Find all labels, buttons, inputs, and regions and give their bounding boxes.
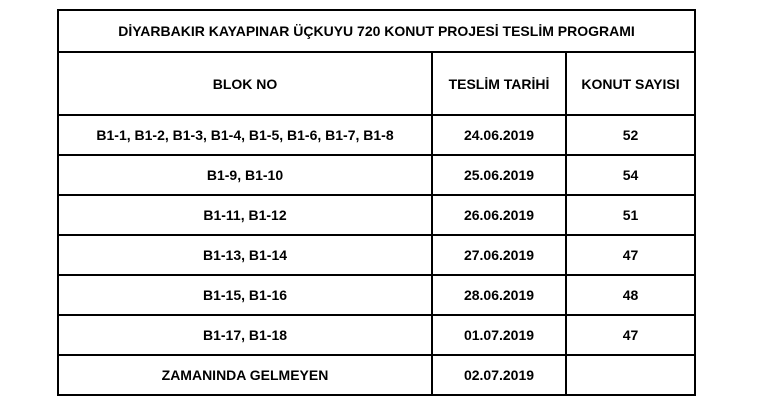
- cell-teslim-tarihi: 25.06.2019: [432, 155, 566, 195]
- cell-konut-sayisi: 47: [566, 315, 695, 355]
- header-row: [58, 52, 695, 115]
- table-row: [58, 195, 695, 235]
- cell-blok-no: B1-17, B1-18: [58, 315, 432, 355]
- delivery-schedule-document: [57, 9, 694, 396]
- cell-teslim-tarihi: 02.07.2019: [432, 355, 566, 395]
- cell-blok-no: B1-1, B1-2, B1-3, B1-4, B1-5, B1-6, B1-7, B1-8: [58, 115, 432, 155]
- cell-konut-sayisi: 51: [566, 195, 695, 235]
- table-row: [58, 115, 695, 155]
- cell-teslim-tarihi: 24.06.2019: [432, 115, 566, 155]
- table-title: DİYARBAKIR KAYAPINAR ÜÇKUYU 720 KONUT PROJESİ TESLİM PROGRAMI: [58, 10, 695, 52]
- cell-konut-sayisi: 48: [566, 275, 695, 315]
- column-header-teslim-tarihi: TESLİM TARİHİ: [432, 52, 566, 115]
- table-row: [58, 355, 695, 395]
- cell-blok-no: B1-15, B1-16: [58, 275, 432, 315]
- cell-konut-sayisi: 47: [566, 235, 695, 275]
- cell-teslim-tarihi: 26.06.2019: [432, 195, 566, 235]
- table-row: [58, 155, 695, 195]
- cell-teslim-tarihi: 27.06.2019: [432, 235, 566, 275]
- table-row: [58, 235, 695, 275]
- cell-teslim-tarihi: 28.06.2019: [432, 275, 566, 315]
- column-header-konut-sayisi: KONUT SAYISI: [566, 52, 695, 115]
- cell-konut-sayisi: 54: [566, 155, 695, 195]
- delivery-schedule-table: [57, 9, 696, 396]
- cell-teslim-tarihi: 01.07.2019: [432, 315, 566, 355]
- table-row: [58, 315, 695, 355]
- cell-konut-sayisi: [566, 355, 695, 395]
- title-row: [58, 10, 695, 52]
- cell-blok-no: B1-11, B1-12: [58, 195, 432, 235]
- table-row: [58, 275, 695, 315]
- cell-blok-no: B1-9, B1-10: [58, 155, 432, 195]
- cell-konut-sayisi: 52: [566, 115, 695, 155]
- cell-blok-no: B1-13, B1-14: [58, 235, 432, 275]
- cell-blok-no: ZAMANINDA GELMEYEN: [58, 355, 432, 395]
- column-header-blok-no: BLOK NO: [58, 52, 432, 115]
